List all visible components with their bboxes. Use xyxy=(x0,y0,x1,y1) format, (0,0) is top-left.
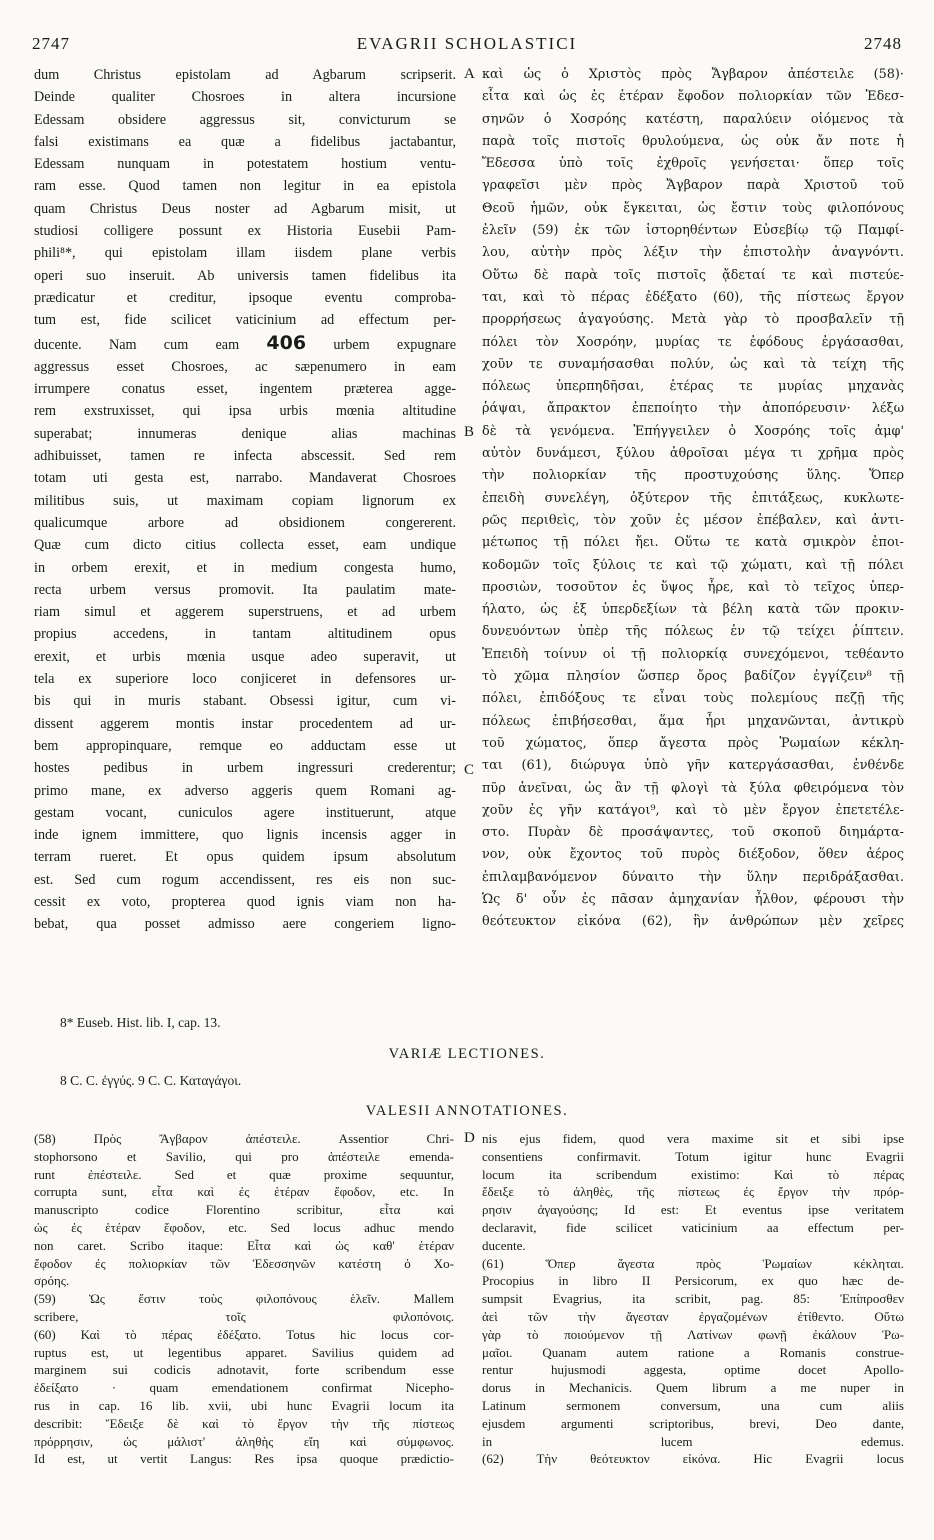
note-line: sumpsit Evagrius, ita scribit, pag. 85: Ἐπίπροσθεν xyxy=(482,1291,904,1307)
text-line: bem appropinquare, remque eo adductam esse ut xyxy=(34,737,456,754)
text-line: falsi existimans ea quæ a fidelibus jactabantur, xyxy=(34,133,456,150)
text-line: bebat, qua posset admisso aere congeriem ligno- xyxy=(34,916,456,933)
text-line: ται, καὶ τὸ πέρας ἐδέξατο (60), τῆς πίστεως ἔργον xyxy=(482,289,904,305)
text-line: est. Sed cum rogum accendissent, res eis non suc- xyxy=(34,871,456,888)
note-line: ducente. xyxy=(482,1237,526,1253)
inline-page-marker: 406 xyxy=(266,331,307,354)
note-line: (61) Ὅπερ ἄγεστα πρὸς Ῥωμαίων κέκληται. xyxy=(482,1255,904,1271)
text-line: στο. Πυρὰν δὲ προσάψαντες, τοῦ σκοποῦ διημάρτα- xyxy=(482,825,904,841)
note-line: ejusdem argumenti scriptoribus, brevi, Deo dante, xyxy=(482,1415,904,1431)
text-line: Quæ cum dicto citius collecta esset, eam undique xyxy=(34,537,456,554)
note-line: consentiens confirmavit. Totum igitur hunc Evagrii xyxy=(482,1148,904,1164)
text-line: γραφεῖσι μὲν πρὸς Ἄγβαρον παρὰ Χριστοῦ τοῦ xyxy=(482,178,904,194)
text-line: Ἐπειδὴ τοίνυν οἱ τῇ πολιορκίᾳ συνεχόμενοι, τεθέαντο xyxy=(482,646,904,662)
note-line: ὡς ἐς ἑτέραν ἔφοδον, etc. Sed locus adhuc mendo xyxy=(34,1219,454,1235)
annotations-right xyxy=(482,1130,904,1468)
text-line: Edessam nunquam in potestatem hostium ventu- xyxy=(34,156,456,173)
text-line: gestam vocant, cuniculos agere instituerunt, atque xyxy=(34,804,456,821)
text-line: hostes pedibus in urbem ingressuri crederentur; xyxy=(34,760,456,777)
left-page-number: 2747 xyxy=(32,34,70,53)
text-line: νον, οὐκ ἔχοντος τοῦ πυρὸς διέξοδον, ὅθεν ἀέρος xyxy=(482,847,904,863)
text-line: τὴν πολιορκίαν τῆς προστυχούσης ὕλης. Ὅπερ xyxy=(482,468,904,484)
text-line: ἐπειδὴ συνελέγη, ὀξύτερον τῆς ἐπιτάξεως, κυκλωτε- xyxy=(482,490,904,506)
running-title: EVAGRII SCHOLASTICI xyxy=(356,34,578,53)
text-line: ἐλεῖν (59) ἐκ τῶν ἱστορηθέντων Εὐσεβίῳ τῷ Παμφί- xyxy=(482,223,904,239)
note-line: stophorsono et Savilio, qui pro ἀπέστειλε emenda- xyxy=(34,1148,454,1164)
text-line: χοῦν τε συναμήσασθαι πολύν, ὡς καὶ τὰ τείχη τῆς xyxy=(482,356,904,372)
note-line: locum ita scribendum existimo: Καὶ τὸ πέρας xyxy=(482,1166,904,1182)
text-line: ram esse. Quod tamen non legitur in ea epistola xyxy=(34,178,456,195)
text-line: πόλει, ἐπιδόξους τε εἶναι τοὺς πολεμίους πεζῇ τῆς xyxy=(482,691,904,707)
text-line: εἶτα καὶ ὡς ἐς ἑτέραν ἔφοδον πολιορκίαν τῶν Ἐδεσ- xyxy=(482,89,904,105)
text-line: rem exstruxisset, qui ipsa urbis mœnia altitudine xyxy=(34,403,456,420)
text-line: τοῦ χώματος, ὅπερ ἄγεστα πρὸς Ῥωμαίων κέκλη- xyxy=(482,735,904,751)
margin-letter-d: D xyxy=(464,1130,475,1146)
text-line: ducente. Nam cum eam 406 urbem expugnare xyxy=(34,331,456,354)
note-line: (60) Καὶ τὸ πέρας ἐδέξατο. Totus hic locus cor- xyxy=(34,1326,454,1342)
note-line: rus in cap. 16 lib. xvii, ubi hunc Evagrii locum ita xyxy=(34,1397,454,1413)
text-line: primo mane, ex adverso aggeris quem Romani ag- xyxy=(34,782,456,799)
text-line: Ὡς δ' οὖν ἐς πᾶσαν ἀμηχανίαν ἦλθον, φέρουσι τὴν xyxy=(482,891,904,907)
text-line: dissent aggerem montis instar procedentem ad ur- xyxy=(34,715,456,732)
text-line: πῦρ ἀνεῖναι, ὡς ἂν τῇ φλογὶ τὰ ξύλα φθειρόμενα τὸν xyxy=(482,780,904,796)
note-line: (59) Ὡς ἔστιν τοὺς φιλοπόνους ἑλεῖν. Mallem xyxy=(34,1291,454,1307)
note-line: μαῖοι. Quanam autem ratione a Romanis construe- xyxy=(482,1344,904,1360)
note-line: manuscripto codice Florentino scribitur, εἶτα καὶ xyxy=(34,1202,454,1218)
margin-letter-a: A xyxy=(464,66,475,82)
text-line: ρῶς περιθεὶς, τὸν χοῦν ἐς μέσον ἐπέβαλεν, καὶ ἀντι- xyxy=(482,512,904,528)
text-line: θεότευκτον εἰκόνα (62), ἣν ἀνθρώπων μὲν χεῖρες xyxy=(482,914,904,930)
text-line: irrumpere conatus esset, ingentem præterea agge- xyxy=(34,381,456,398)
text-line: Θεοῦ ἡμῶν, οὐκ ἔγκειται, ὡς ἔστιν τοὺς φιλοπόνους xyxy=(482,200,904,216)
text-line: bis qui in muris stabant. Obsessi igitur, cum vi- xyxy=(34,693,456,710)
note-line: πρόρρησιν, ὡς μάλιστ' ἀληθὴς εἴη καὶ σύμφωνος. xyxy=(34,1433,454,1449)
annotations-left xyxy=(34,1130,454,1468)
note-line: nis ejus fidem, quod vera maxime sit et sibi ipse xyxy=(482,1131,904,1146)
text-line: totam uti gesta est, narrabo. Mandaverat Chosroes xyxy=(34,470,456,487)
running-header xyxy=(32,34,902,58)
text-line: inde ignem immittere, quo lignis incensis agger in xyxy=(34,827,456,844)
latin-column xyxy=(34,64,456,936)
note-line: Id est, ut vertit Langus: Res ipsa quoque prædictio- xyxy=(34,1451,454,1467)
text-line: riam simul et aggerem superstruens, et ad urbem xyxy=(34,604,456,621)
text-line: αὐτὸν δυνάμεσι, ξύλου ἀθροῖσαι μέγα τι χρῆμα πρὸς xyxy=(482,446,904,462)
text-line: militibus suis, ut maximam copiam lignorum ex xyxy=(34,492,456,509)
text-line: Ἔδεσσα ὑπὸ τοῖς ἐχθροῖς γενήσεται· ὅπερ τοῖς xyxy=(482,156,904,172)
text-line: tela ex superiore loco conjiceret in defensores ur- xyxy=(34,671,456,688)
text-line: παρὰ τοῖς πιστοῖς θρυλούμενα, ὡς οὐκ ἄν ποτε ἡ xyxy=(482,133,904,149)
note-line: ruptus est, ut legentibus apparet. Savilius quidem ad xyxy=(34,1344,454,1360)
text-line: λου, αὐτὴν πρὸς λέξιν τὴν ἐπιστολὴν ἀναγνόντι. xyxy=(482,245,904,261)
text-line: prædicatur et creditur, ipsoque eventu comproba- xyxy=(34,289,456,306)
text-line: terram rueret. Et opus quidem ipsum absolutum xyxy=(34,849,456,866)
valesii-heading: VALESII ANNOTATIONES. xyxy=(365,1103,569,1119)
text-line: προσιὼν, τοσοῦτον ἐς ὕψος ἦρε, καὶ τὸ τεῖχος ὑπερ- xyxy=(482,579,904,595)
text-line: qualicumque arbore ad obsidionem congererent. xyxy=(34,514,456,531)
note-line: ἀεὶ τῶν τὴν ἄγεσταν ἐργαζομένων ἐτίθεντο. Οὕτω xyxy=(482,1308,904,1324)
text-line: quam Christus Deus noster ad Agbarum misit, ut xyxy=(34,200,456,217)
text-line: recta urbem versus promovit. Ita paulatim mate- xyxy=(34,581,456,598)
text-line: τὸ χῶμα πλησίον ὥσπερ ὄρος βαδίζον ἐγγίζειν⁸ τῇ xyxy=(482,669,904,685)
note-line: dorus in Mechanicis. Quem librum a me nuper in xyxy=(482,1380,904,1396)
text-line: operi suo inseruit. Ab universis tamen fidelibus ita xyxy=(34,267,456,284)
note-line: marginem sui codicis adnotavit, forte scribendum esse xyxy=(34,1362,454,1378)
variae-lectiones: 8 C. C. ἐγγύς. 9 C. C. Καταγάγοι. xyxy=(60,1073,242,1088)
text-line: in orbem erexit, et in medium congesta humo, xyxy=(34,559,456,576)
note-line: ἔδειξε τὸ ἀληθὲς, τῆς πίστεως ἐς ἔργον τὴν πρόρ- xyxy=(482,1184,904,1200)
note-line: rentur hujusmodi aggesta, optime docet Apollo- xyxy=(482,1362,904,1378)
text-line: δὲ τὰ γενόμενα. Ἐπήγγειλεν ὁ Χοσρόης τοῖς ἀμφ' xyxy=(482,423,904,439)
text-line: πόλεως ὑπερπηδῆσαι, ἑτέρας τε μυρίας μηχανὰς xyxy=(482,379,904,395)
text-line: προρρήσεως ἀγαγούσης. Μετὰ γὰρ τὸ προσβαλεῖν τῇ xyxy=(482,312,904,328)
margin-letter-b: B xyxy=(464,424,475,440)
note-line: σρόης. xyxy=(34,1273,70,1289)
text-line: Οὕτω δὲ παρὰ τοῖς πιστοῖς ᾄδεταί τε καὶ πιστεύε- xyxy=(482,267,904,283)
text-line: χοῦν ἐς γῆν κατάγοι⁹, καὶ τὸ μὲν ἔργον ἐπετετέλε- xyxy=(482,802,904,818)
footnote: 8* Euseb. Hist. lib. I, cap. 13. xyxy=(60,1015,221,1030)
note-line: (58) Πρὸς Ἄγβαρον ἀπέστειλε. Assentior Chri- xyxy=(34,1131,454,1146)
text-line: tum est, fide scilicet vaticinium ad effectum per- xyxy=(34,312,456,329)
text-line: erexit, et urbis mœnia usque adeo superavit, ut xyxy=(34,648,456,665)
note-line: runt ἐπέστειλε. Sed et quæ proxime sequuntur, xyxy=(34,1166,454,1182)
note-line: non caret. Scribo itaque: Εἶτα καὶ ὡς καθ' ἑτέραν xyxy=(34,1237,454,1253)
text-line: cessit ex voto, propterea quod ignis viam non ha- xyxy=(34,893,456,910)
text-line: πόλει τὸν Χοσρόην, μυρίας τε ἐφόδους ἐργάσασθαι, xyxy=(482,334,904,350)
text-line: superabat; innumeras denique alias machinas xyxy=(34,425,456,442)
text-line: propius accedens, in tantam altitudinem opus xyxy=(34,626,456,643)
note-line: ἔφοδον ἐς πολιορκίαν τῶν Ἐδεσσηνῶν κατέστη ὁ Χο- xyxy=(34,1255,454,1271)
note-line: corrupta sunt, εἶτα καὶ ἐς ἑτέραν ἔφοδον, etc. In xyxy=(34,1184,454,1200)
right-page-number: 2748 xyxy=(864,34,902,53)
text-line: ήλατο, ὡς ἐξ ὑπερδεξίων τὰ βέλη κατὰ τῶν προκιν- xyxy=(482,602,904,618)
note-line: (62) Τὴν θεότευκτον εἰκόνα. Hic Evagrii locus xyxy=(482,1451,904,1467)
variae-heading: VARIÆ LECTIONES. xyxy=(388,1046,546,1062)
text-line: πόλεως ἐπιβήσεσθαι, ἅμα ἦρι μηχανῶνται, ἀντικρὺ xyxy=(482,713,904,729)
note-line: declaravit, fide scilicet vaticinium aa effectum per- xyxy=(482,1219,904,1235)
note-line: Procopius in libro II Persicorum, ex quo hæc de- xyxy=(482,1273,904,1289)
text-line: σηνῶν ὁ Χοσρόης κατέστη, παραλύειν οἰόμενος τὰ xyxy=(482,111,904,127)
text-line: aggressus esset Chosroes, ac sæpenumero in eam xyxy=(34,358,456,375)
text-line: ἐπιλαμβανόμενον δύναιτο τὴν ὕλην περιδράξασθαι. xyxy=(482,869,904,885)
note-line: Latinum sermonem conversum, una cum aliis xyxy=(482,1397,904,1413)
note-line: ἐδείξατο · quam emendationem confirmat Nicepho- xyxy=(34,1380,454,1396)
text-line: dum Christus epistolam ad Agbarum scripserit. xyxy=(34,67,456,83)
text-line: καὶ ὡς ὁ Χριστὸς πρὸς Ἄγβαρον ἀπέστειλε (58)· xyxy=(482,67,904,82)
text-line: δυνευόντων ὑπὲρ τῆς πόλεως ἐν τῷ τείχει ῥίπτειν. xyxy=(482,624,904,640)
text-line: ται (61), διώρυγα ὑπὸ γῆν κατεργάσασθαι, ἐνθένδε xyxy=(482,758,904,774)
text-line: μέτωπος τῇ πόλει ἤει. Οὕτω τε κατὰ σμικρὸν ἐποι- xyxy=(482,535,904,551)
note-line: γὰρ τὸ ποιούμενον τῇ Λατίνων φωνῇ ἐκάλουν Ῥω- xyxy=(482,1326,904,1342)
text-line: Edessam obsidere aggressus sit, convicturum se xyxy=(34,111,456,128)
note-line: describit: Ἔδειξε δὲ καὶ τὸ ἔργον τὴν τῆς πίστεως xyxy=(34,1415,454,1431)
text-line: Deinde qualiter Chosroes in altera incursione xyxy=(34,89,456,106)
note-line: ρησιν ἀγαγούσης; Id est: Et eventus ipse veritatem xyxy=(482,1202,904,1218)
text-line: ῥάψαι, ἄπρακτον ἐπεποίητο τὴν ἀποπόρευσιν· λέξω xyxy=(482,401,904,417)
note-line: scribere, τοῖς φιλοπόνοις. xyxy=(34,1308,454,1324)
text-line: adhibuisset, tamen re infecta abscessit. Sed rem xyxy=(34,448,456,465)
text-line: studiosi colligere possunt ex Historia Eusebii Pam- xyxy=(34,223,456,240)
margin-letter-c: C xyxy=(464,762,475,778)
text-line: κοδομῶν τοῖς ξύλοις τε καὶ τῷ χώματι, καὶ τῇ πόλει xyxy=(482,557,904,573)
note-line: in lucem edemus. xyxy=(482,1433,904,1449)
greek-column xyxy=(482,64,904,934)
text-line: phili⁸*, qui epistolam illam iisdem plane verbis xyxy=(34,245,456,262)
